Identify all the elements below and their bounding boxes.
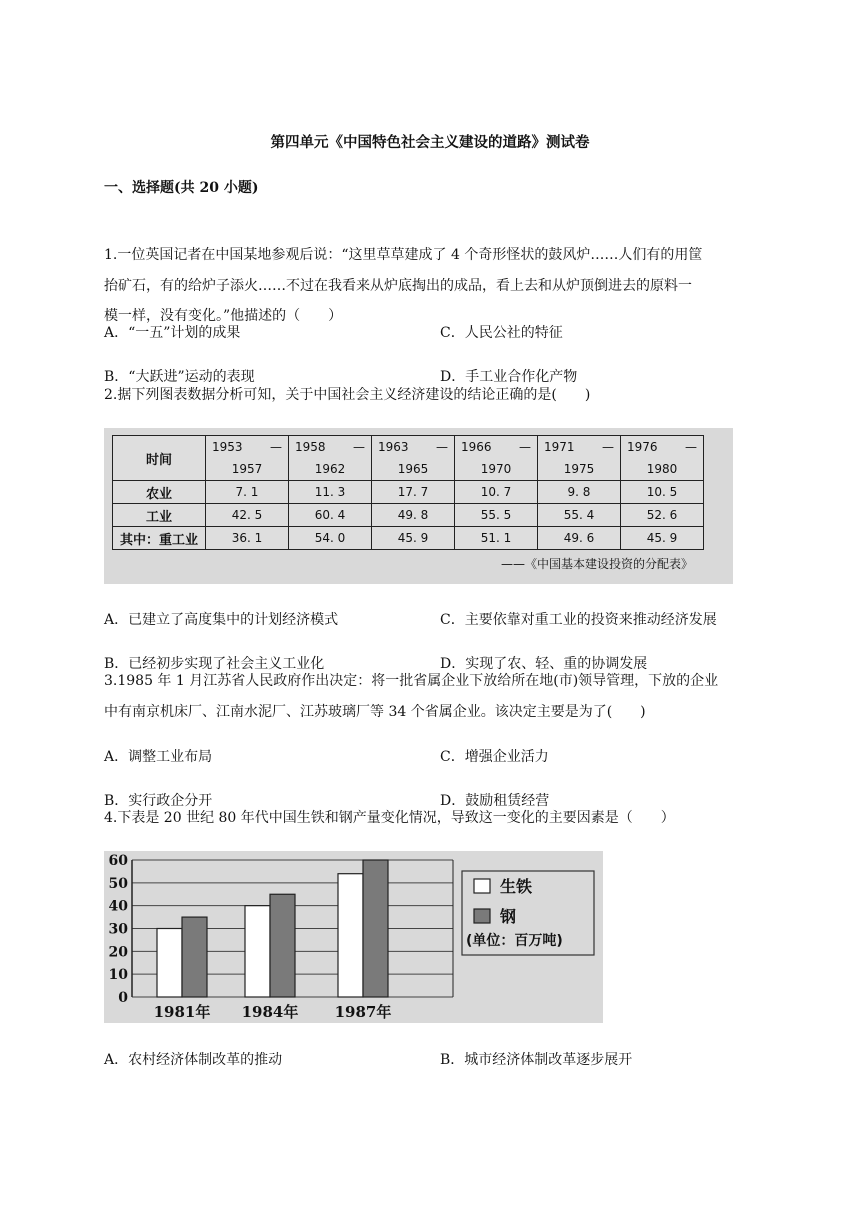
q2-option-a: A．已建立了高度集中的计划经济模式 — [104, 612, 339, 628]
q1-option-b: B．“大跃进”运动的表现 — [104, 369, 255, 385]
legend-label: 钢 — [500, 907, 517, 926]
table-row-agriculture: 农业 7. 1 11. 3 17. 7 10. 7 9. 8 10. 5 — [113, 481, 704, 504]
legend-swatch — [474, 909, 490, 923]
section-heading: 一、选择题(共 20 小题) — [104, 180, 259, 196]
x-tick-label: 1984年 — [241, 1003, 299, 1021]
table-period: 1958 — 1962 — [289, 436, 372, 481]
table-header-time: 时间 — [113, 436, 206, 481]
table-row-heavy-industry: 其中：重工业 36. 1 54. 0 45. 9 51. 1 49. 6 45. 9 — [113, 527, 704, 550]
table-row-industry: 工业 42. 5 60. 4 49. 8 55. 5 55. 4 52. 6 — [113, 504, 704, 527]
q3-option-d: D．鼓励租赁经营 — [440, 793, 550, 809]
table-caption: ——《中国基本建设投资的分配表》 — [500, 557, 693, 571]
bar-pig-iron — [338, 874, 363, 997]
y-tick-label: 30 — [108, 921, 128, 938]
table-period: 1971 — 1975 — [538, 436, 621, 481]
bar-pig-iron — [245, 906, 270, 997]
q1-stem-line2: 抬矿石，有的给炉子添火……不过在我看来从炉底掏出的成品，看上去和从炉顶倒进去的原料一 — [104, 278, 692, 294]
q4-stem-line1: 4.下表是 20 世纪 80 年代中国生铁和钢产量变化情况，导致这一变化的主要因素是（ ） — [104, 810, 675, 826]
bar-steel — [270, 894, 295, 997]
q3-option-a: A．调整工业布局 — [104, 749, 213, 765]
y-tick-label: 20 — [108, 944, 128, 961]
legend-swatch — [474, 879, 490, 893]
q4-option-a: A．农村经济体制改革的推动 — [104, 1052, 283, 1068]
table-period: 1976 — 1980 — [621, 436, 704, 481]
x-tick-label: 1981年 — [153, 1003, 211, 1021]
investment-table — [112, 435, 704, 550]
q1-option-a: A．“一五”计划的成果 — [104, 325, 241, 341]
q3-option-c: C．增强企业活力 — [440, 749, 549, 765]
q1-stem-line3: 模一样，没有变化。”他描述的（ ） — [104, 308, 343, 324]
legend-unit-note: (单位：百万吨) — [466, 933, 563, 949]
bar-steel — [182, 917, 207, 997]
q1-option-d: D．手工业合作化产物 — [440, 369, 578, 385]
q3-stem-line2: 中有南京机床厂、江南水泥厂、江苏玻璃厂等 34 个省属企业。该决定主要是为了( ) — [104, 704, 646, 720]
table-period: 1953 — 1957 — [206, 436, 289, 481]
legend-label: 生铁 — [500, 877, 533, 896]
q2-stem-line1: 2.据下列图表数据分析可知，关于中国社会主义经济建设的结论正确的是( ) — [104, 387, 591, 403]
q4-option-b: B．城市经济体制改革逐步展开 — [440, 1052, 633, 1068]
q2-option-c: C．主要依靠对重工业的投资来推动经济发展 — [440, 612, 717, 628]
investment-table-image — [104, 428, 733, 584]
q1-stem-line1: 1.一位英国记者在中国某地参观后说：“这里草草建成了 4 个奇形怪状的鼓风炉……人们有的用筐 — [104, 247, 703, 263]
table-period: 1963 — 1965 — [372, 436, 455, 481]
bar-pig-iron — [157, 929, 182, 998]
y-tick-label: 0 — [118, 990, 128, 1006]
q3-stem-line1: 3.1985 年 1 月江苏省人民政府作出决定：将一批省属企业下放给所在地(市)领导管理，下放的企业 — [104, 673, 719, 689]
iron-steel-chart — [104, 851, 603, 1023]
page-title: 第四单元《中国特色社会主义建设的道路》测试卷 — [270, 134, 590, 151]
q3-option-b: B．实行政企分开 — [104, 793, 213, 809]
table-period: 1966 — 1970 — [455, 436, 538, 481]
bar-steel — [363, 860, 388, 997]
q2-option-b: B．已经初步实现了社会主义工业化 — [104, 656, 325, 672]
y-tick-label: 40 — [108, 898, 128, 915]
iron-steel-chart-svg — [104, 851, 603, 1023]
x-tick-label: 1987年 — [334, 1003, 392, 1021]
q1-option-c: C．人民公社的特征 — [440, 325, 563, 341]
y-tick-label: 60 — [108, 853, 128, 869]
q2-option-d: D．实现了农、轻、重的协调发展 — [440, 656, 648, 672]
y-tick-label: 50 — [108, 875, 128, 892]
y-tick-label: 10 — [108, 967, 128, 984]
